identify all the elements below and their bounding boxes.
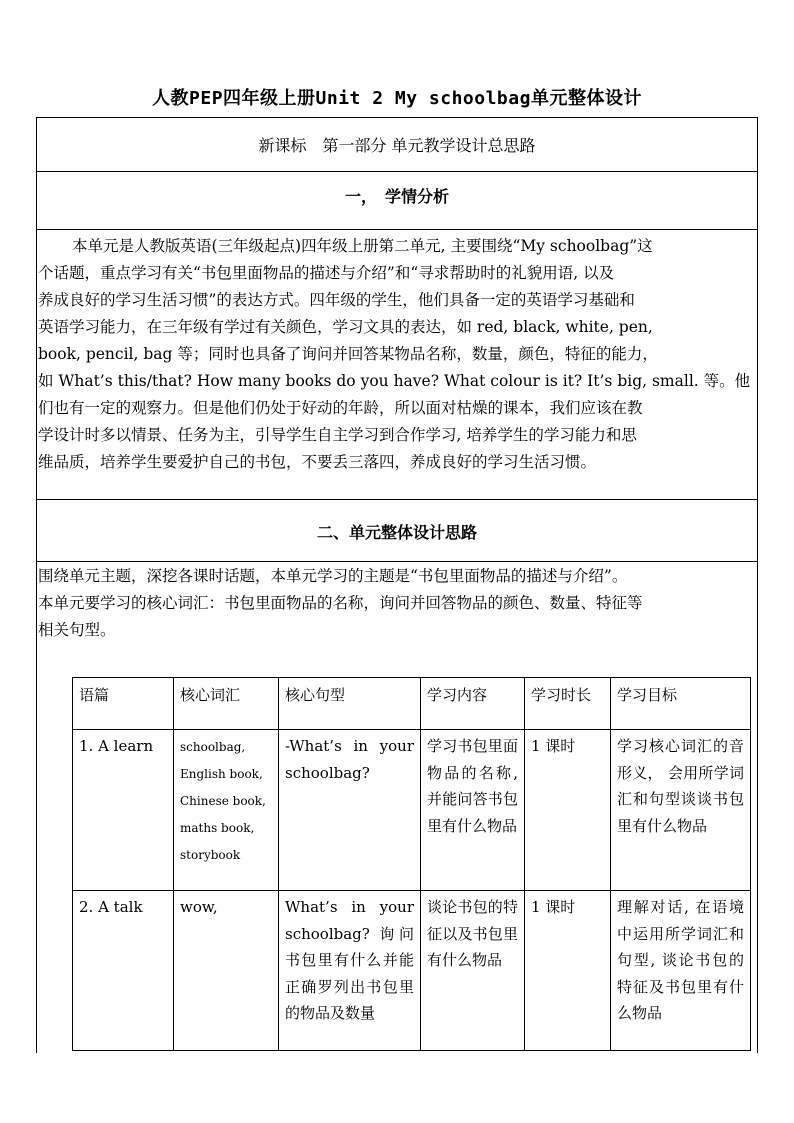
section-2-title: 二、单元整体设计思路 [316,523,477,542]
vocab-cell: schoolbag, English book, Chinese book, maths book, storybook [174,730,279,891]
paragraph-line: 学设计时多以情景、任务为主，引导学生自主学习到合作学习, 培养学生的学习能力和思 [38,426,637,444]
unit-plan-table [72,677,751,1051]
goal-cell: 学习核心词汇的音形义， 会用所学词汇和句型谈谈书包里有什么物品 [611,730,751,891]
paragraph-line: 本单元是人教版英语(三年级起点)四年级上册第二单元, 主要围绕“My schoolbag”这 [72,237,653,255]
paragraph-line: 如 What’s this/that? How many books do you have? What colour is it? It’s big, small. 等。他 [38,372,751,390]
paragraph-line: 英语学习能力，在三年级有学过有关颜色，学习文具的表达，如 red, black, white, pen, [38,318,653,336]
divider [36,229,758,230]
divider [36,561,758,562]
paragraph-line: book, pencil, bag 等；同时也具备了询问并回答某物品名称，数量，颜色，特征的能力， [38,345,658,363]
content-cell: 学习书包里面物品的名称, 并能问答书包里有什么物品 [421,730,525,891]
paragraph-line: 维品质，培养学生要爱护自己的书包，不要丢三落四，养成良好的学习生活习惯。 [38,453,597,471]
goal-cell: 理解对话, 在语境中运用所学词汇和句型, 谈论书包的特征及书包里有什么物品 [611,891,751,1051]
header-cell: 学习时长 [525,678,611,730]
paragraph-line: 本单元要学习的核心词汇：书包里面物品的名称，询问并回答物品的颜色、数量、特征等 [38,594,643,612]
header-cell: 语篇 [73,678,174,730]
sentence-cell: -What’s in your schoolbag? [279,730,421,891]
header-cell: 学习目标 [611,678,751,730]
divider [36,171,758,172]
paragraph-line: 相关句型。 [38,621,116,639]
table-row [73,730,751,891]
document-title: 人教PEP四年级上册Unit 2 My schoolbag单元整体设计 [152,88,642,109]
paragraph-line: 养成良好的学习生活习惯”的表达方式。四年级的学生，他们具备一定的英语学习基础和 [38,291,635,309]
section-2-paragraph [38,563,756,644]
paragraph-line: 们也有一定的观察力。但是他们仍处于好动的年龄，所以面对枯燥的课本，我们应该在教 [38,399,643,417]
section-1-title: 一， 学情分析 [344,187,449,206]
table-row [73,891,751,1051]
paragraph-line: 围绕单元主题，深挖各课时话题，本单元学习的主题是“书包里面物品的描述与介绍”。 [38,567,628,585]
text-cell: 1. A learn [73,730,174,891]
text-cell: 2. A talk [73,891,174,1051]
duration-cell: 1 课时 [525,730,611,891]
header-cell: 核心词汇 [174,678,279,730]
vocab-cell: wow, [174,891,279,1051]
table-header-row [73,678,751,730]
content-cell: 谈论书包的特征以及书包里有什么物品 [421,891,525,1051]
duration-cell: 1 课时 [525,891,611,1051]
sentence-cell: What’s in your schoolbag? 询问书包里有什么并能正确罗列出书包里的物品及数量 [279,891,421,1051]
header-cell: 核心句型 [279,678,421,730]
paragraph-line: 个话题，重点学习有关“书包里面物品的描述与介绍”和“寻求帮助时的礼貌用语, 以及 [38,264,615,282]
divider [36,499,758,500]
section-1-paragraph [38,233,756,476]
header-cell: 学习内容 [421,678,525,730]
standard-band-title: 新课标 第一部分 单元教学设计总思路 [258,136,536,155]
